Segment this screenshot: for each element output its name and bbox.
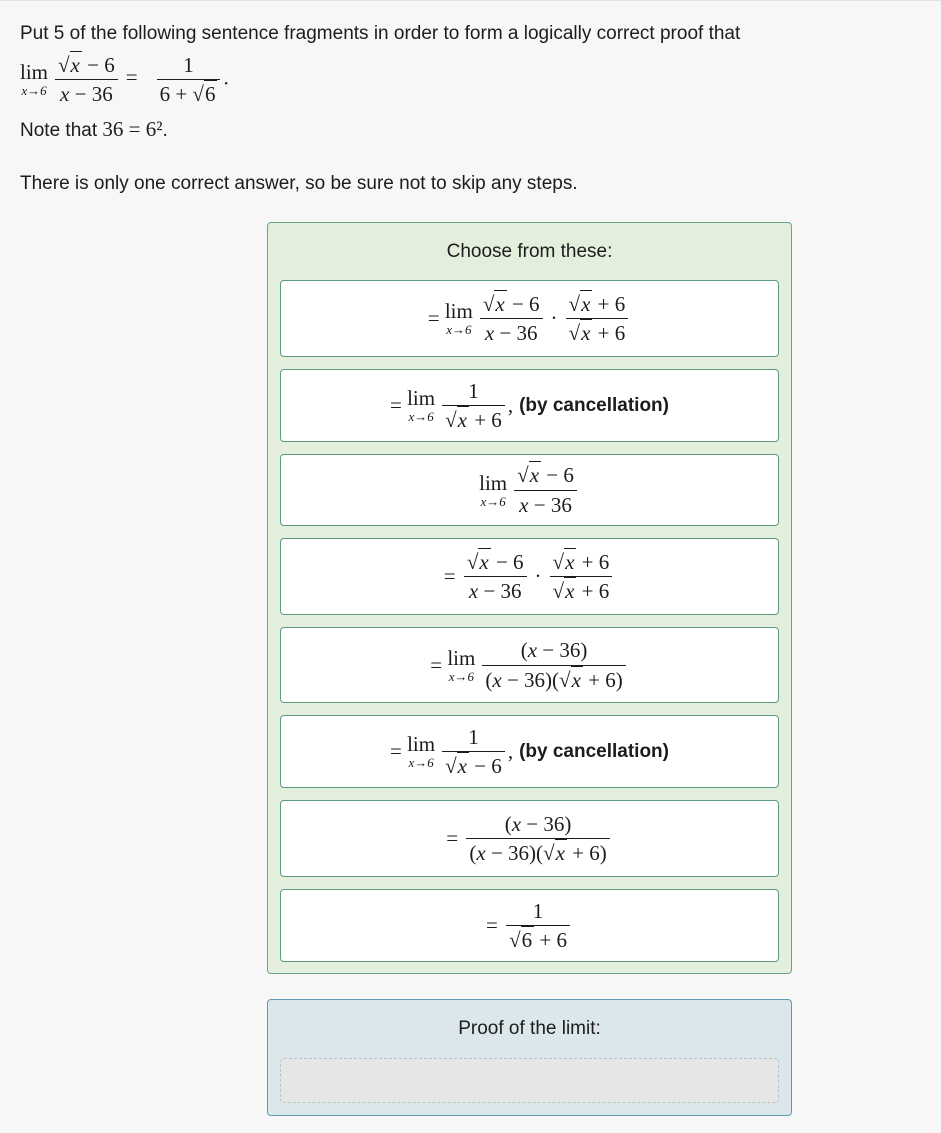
proof-panel <box>267 999 792 1116</box>
fragment-card[interactable]: = lim x→6 $\frac{1}{√x - 6}$ , (by cancellation) <box>280 715 779 788</box>
fragment-card[interactable]: lim x→6 $\frac{√x - 6}{x - 36}$ <box>280 454 779 526</box>
cancellation-note: (by cancellation) <box>519 394 669 416</box>
fragment-card[interactable]: = $\frac{√x - 6}{x - 36}$ · $\frac{√x + 6}{√x + 6}$ <box>280 538 779 615</box>
choices-panel <box>267 222 792 974</box>
question-intro: Put 5 of the following sentence fragments in order to form a logically correct proof that <box>20 23 741 44</box>
proof-panel-title: Proof of the limit: <box>458 1018 601 1039</box>
proof-dropzone[interactable] <box>280 1058 779 1103</box>
fragment-card[interactable]: = lim x→6 $\frac{√x - 6}{x - 36}$ · $\frac{√x + 6}{√x + 6}$ <box>280 280 779 357</box>
cancellation-note: (by cancellation) <box>519 740 669 762</box>
note-math: 36 = 6² <box>102 117 163 141</box>
note-line <box>20 117 168 142</box>
note-end: . <box>162 120 168 141</box>
fragment-card[interactable]: = $\frac{1}{√6 + 6}$ <box>280 889 779 962</box>
fragment-card[interactable]: = lim x→6 $\frac{(x - 36)}{(x - 36)(√x + 6)}$ <box>280 627 779 703</box>
note-prefix: Note that <box>20 120 98 141</box>
fragment-card[interactable]: = $\frac{(x - 36)}{(x - 36)(√x + 6)}$ <box>280 800 779 877</box>
fragment-card[interactable]: = lim x→6 $\frac{1}{√x + 6}$ , (by cancellation) <box>280 369 779 442</box>
choices-panel-title: Choose from these: <box>446 241 613 262</box>
target-limit-expression: lim x→6 $\frac{√x - 6}{x - 36}$ = $\frac{1}{6 + √6}$ . <box>20 53 229 107</box>
question-hint: There is only one correct answer, so be sure not to skip any steps. <box>20 173 578 194</box>
